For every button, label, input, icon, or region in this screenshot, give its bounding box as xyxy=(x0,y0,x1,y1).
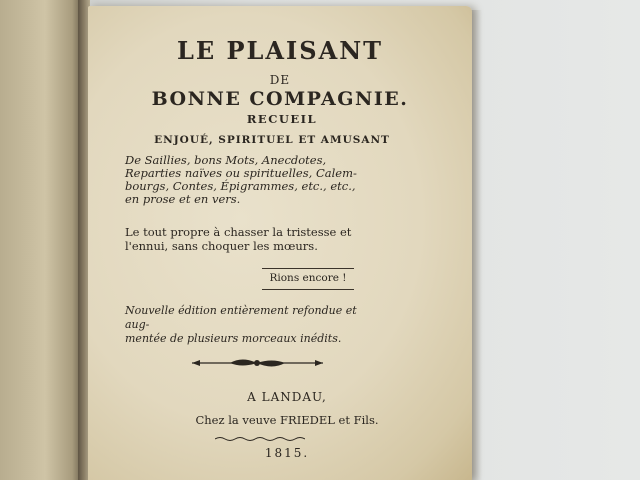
ornament-divider xyxy=(190,355,325,371)
contents-line: bourgs, Contes, Épigrammes, etc., etc., xyxy=(125,179,356,193)
edition-line: mentée de plusieurs morceaux inédits. xyxy=(125,332,342,345)
subtitle-line-1: RECUEIL xyxy=(246,112,318,126)
imprint-year: 1815. xyxy=(264,446,310,460)
contents-paragraph xyxy=(125,154,375,206)
edition-paragraph xyxy=(125,304,375,346)
contents-line: en prose et en vers. xyxy=(125,192,241,206)
left-page xyxy=(0,0,82,480)
purpose-line: l'ennui, sans choquer les mœurs. xyxy=(125,239,318,253)
motto-rule-bottom xyxy=(262,289,354,290)
contents-line: De Saillies, bons Mots, Anecdotes, xyxy=(125,153,327,167)
purpose-paragraph xyxy=(125,225,375,253)
imprint-publisher: Chez la veuve FRIEDEL et Fils. xyxy=(195,413,379,427)
title-line-2: DE xyxy=(269,73,291,87)
purpose-line: Le tout propre à chasser la tristesse et xyxy=(125,225,352,239)
imprint-place: A LANDAU, xyxy=(247,390,327,404)
title-line-1: LE PLAISANT xyxy=(176,36,384,65)
subtitle-line-2: ENJOUÉ, SPIRITUEL ET AMUSANT xyxy=(154,134,390,146)
motto-rule-top xyxy=(262,268,354,269)
motto: Rions encore ! xyxy=(269,272,347,284)
contents-line: Reparties naïves ou spirituelles, Calem- xyxy=(125,166,357,180)
wavy-rule xyxy=(215,436,305,442)
edition-line: Nouvelle édition entièrement refondue et aug- xyxy=(125,304,357,331)
title-line-3: BONNE COMPAGNIE. xyxy=(151,88,409,110)
